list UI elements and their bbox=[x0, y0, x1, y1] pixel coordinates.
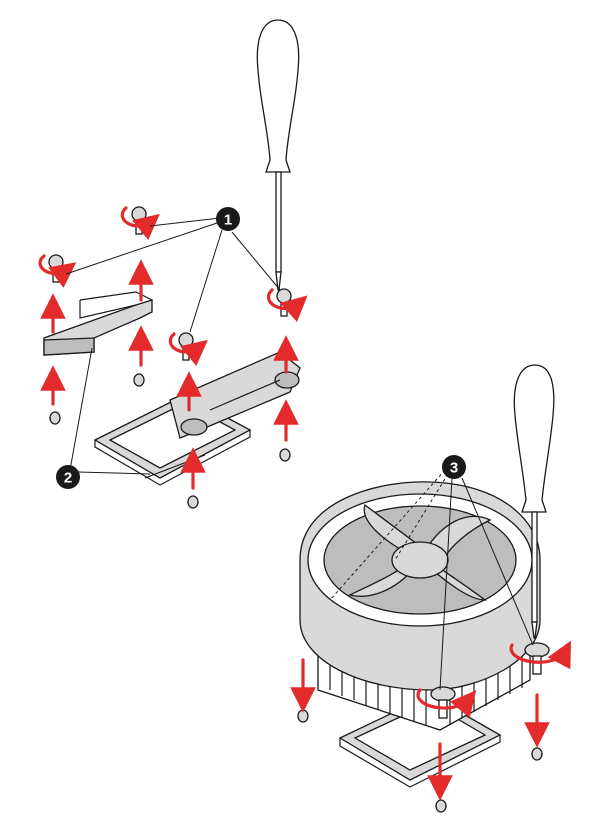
callout-badge-1 bbox=[216, 207, 240, 231]
screw-icon bbox=[277, 289, 291, 316]
standoff-icon bbox=[188, 496, 198, 508]
callout-1-leaders bbox=[66, 218, 280, 332]
callout-label-2: 2 bbox=[63, 469, 73, 487]
callout-label-1: 1 bbox=[223, 211, 233, 229]
standoff-icon bbox=[532, 748, 542, 760]
standoff-icon bbox=[134, 374, 144, 386]
standoff-icon bbox=[280, 449, 290, 461]
screw-icon bbox=[179, 333, 193, 360]
retention-bracket-left bbox=[44, 292, 152, 355]
screwdriver-icon bbox=[257, 20, 298, 290]
callout-badge-3 bbox=[442, 455, 466, 479]
screw-icon bbox=[132, 207, 146, 234]
standoff-icon bbox=[436, 800, 446, 812]
callout-label-3: 3 bbox=[449, 459, 459, 477]
screw-icon bbox=[49, 255, 63, 282]
callout-badge-2 bbox=[56, 465, 80, 489]
standoff-icon bbox=[298, 710, 308, 722]
standoff-icon bbox=[50, 412, 60, 424]
